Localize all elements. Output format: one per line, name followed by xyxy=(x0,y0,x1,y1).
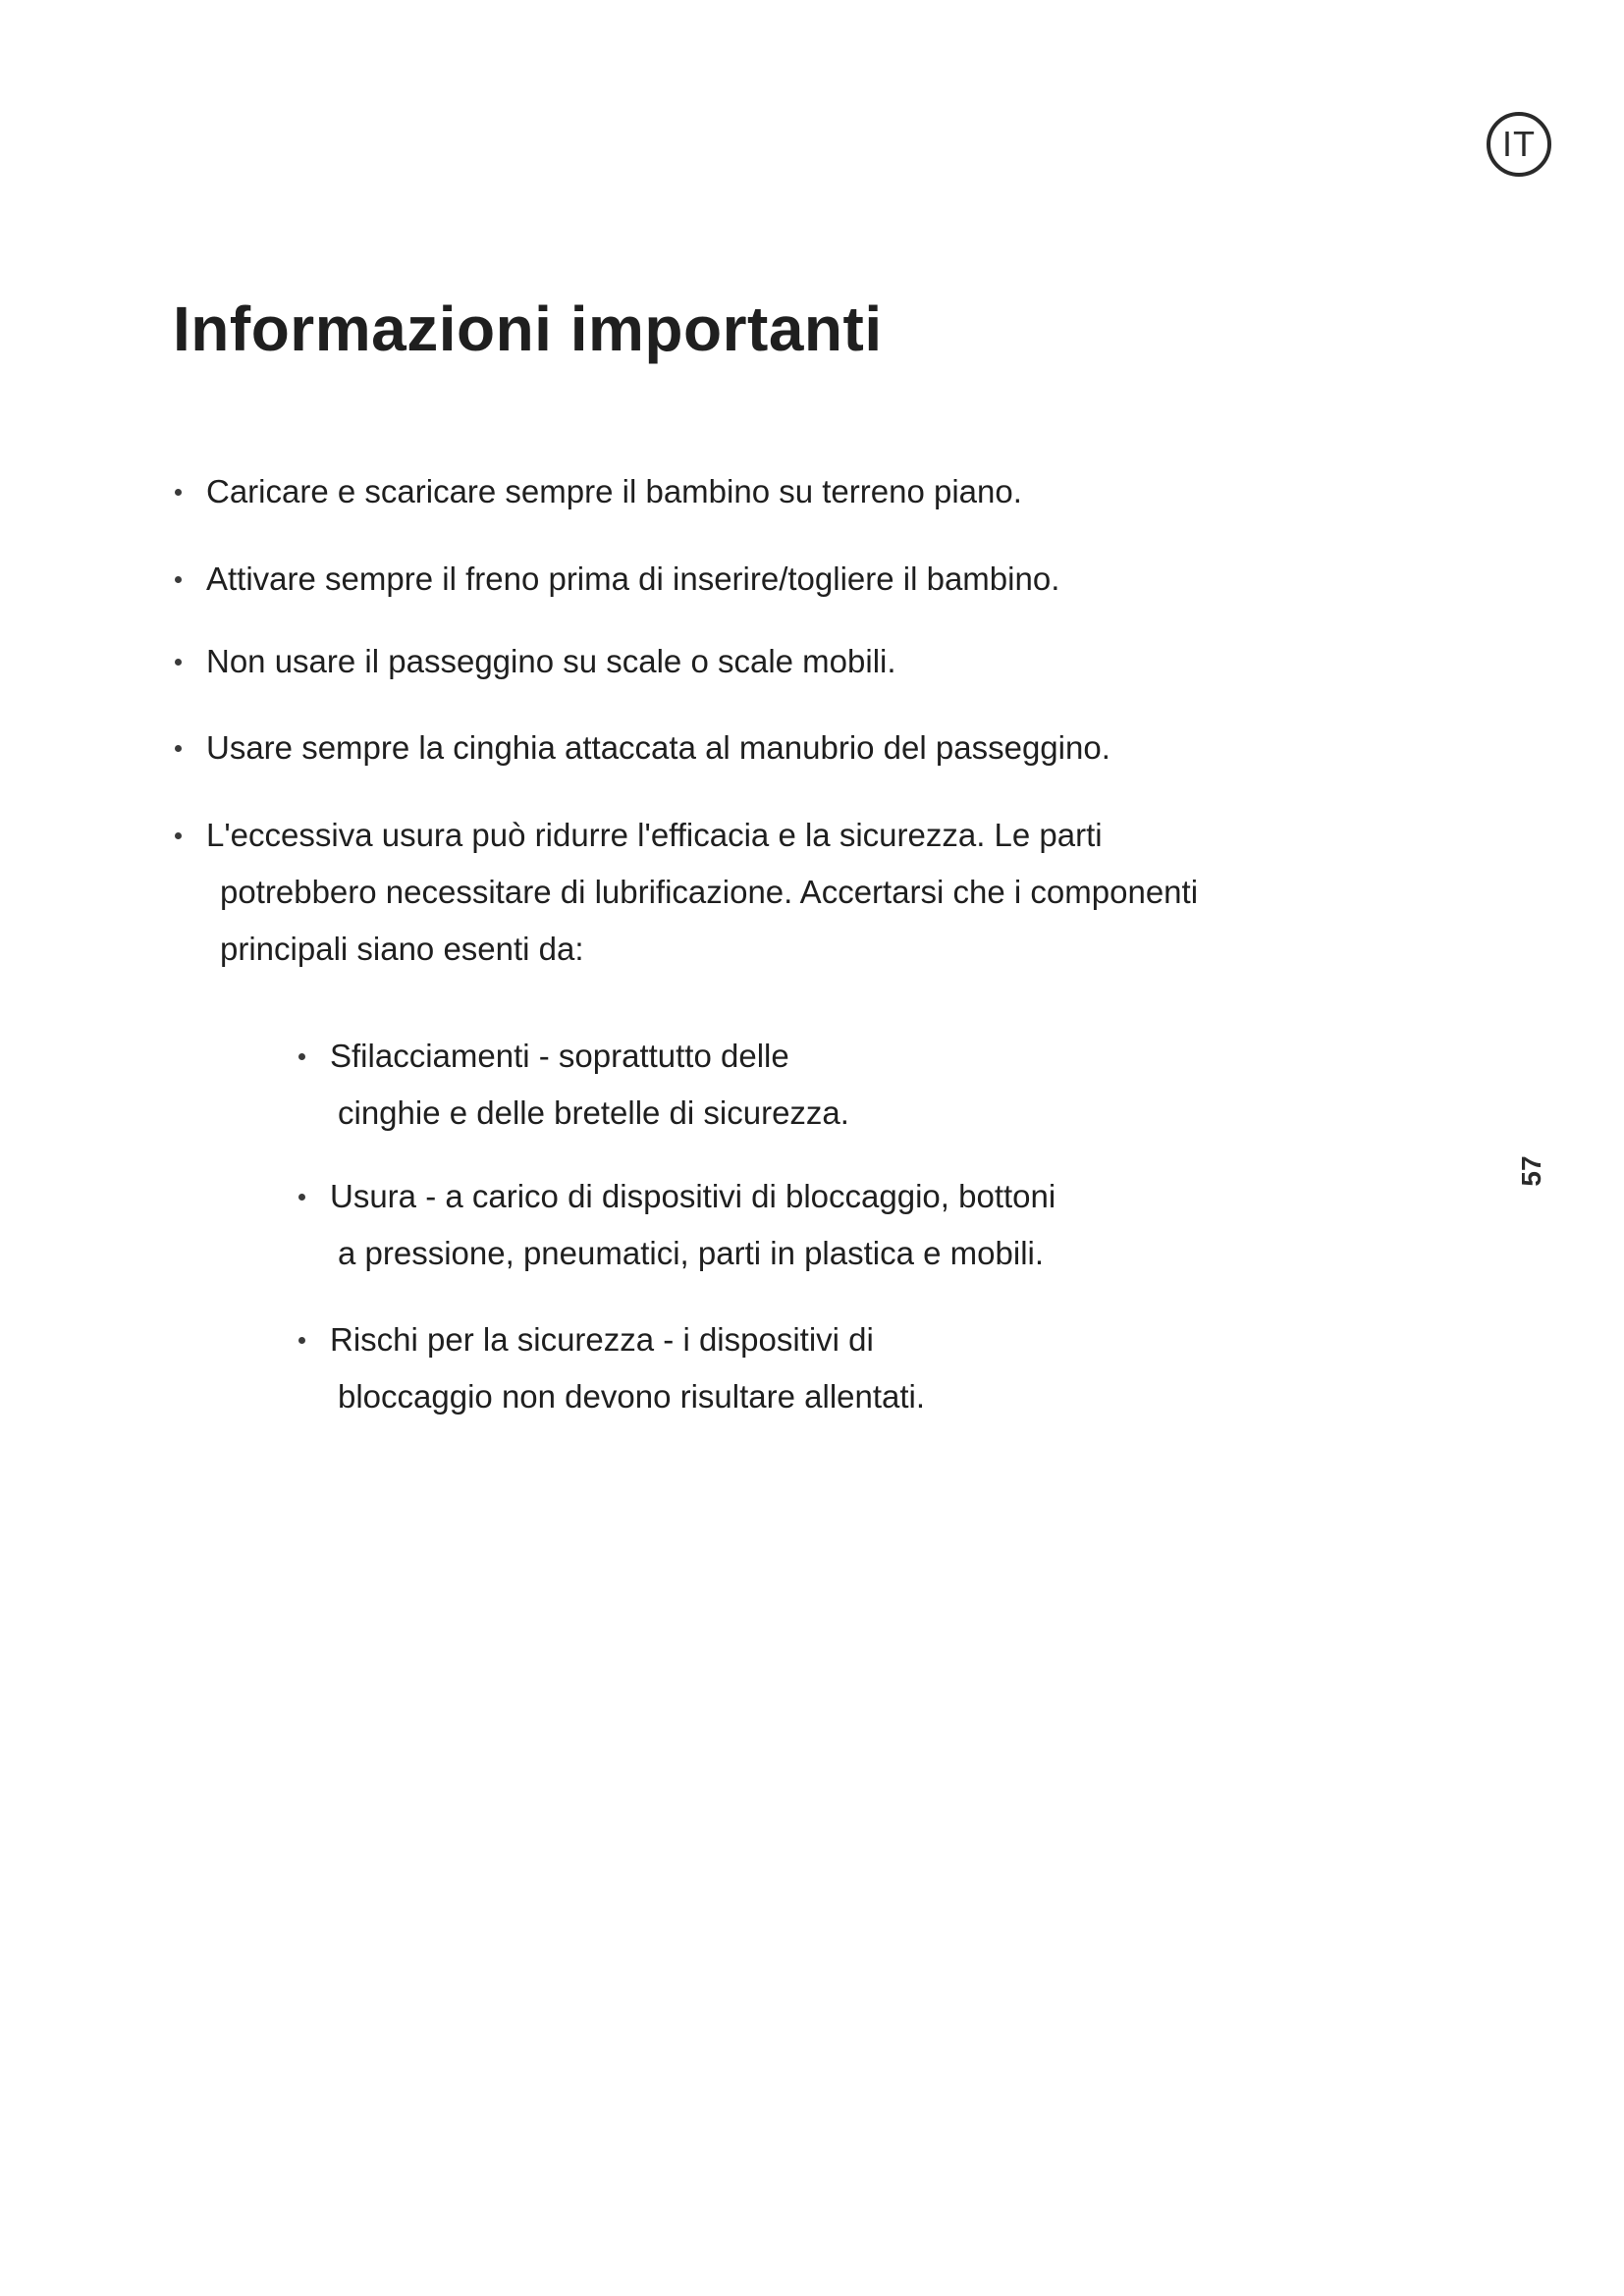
bullet-dot-icon xyxy=(175,659,182,666)
bullet-dot-icon xyxy=(175,576,182,583)
list-item-text: Attivare sempre il freno prima di inserire/togliere il bambino. xyxy=(206,561,1060,597)
page-number: 57 xyxy=(1516,1155,1546,1187)
list-item-text: Usura - a carico di dispositivi di bloccaggio, bottoni xyxy=(330,1178,1056,1214)
sub-list-item xyxy=(330,1028,849,1142)
bullet-dot-icon xyxy=(298,1337,305,1344)
list-item-text: bloccaggio non devono risultare allentati. xyxy=(338,1378,926,1415)
list-item-text: cinghie e delle bretelle di sicurezza. xyxy=(338,1095,849,1131)
bullet-dot-icon xyxy=(175,489,182,496)
list-item-text: principali siano esenti da: xyxy=(220,931,584,967)
list-item xyxy=(206,463,1022,520)
list-item-text: Rischi per la sicurezza - i dispositivi di xyxy=(330,1321,874,1358)
list-item xyxy=(206,633,896,690)
bullet-dot-icon xyxy=(298,1053,305,1060)
list-item xyxy=(206,551,1059,608)
sub-list-item xyxy=(330,1311,925,1425)
list-item xyxy=(206,720,1110,776)
page-title: Informazioni importanti xyxy=(173,294,883,364)
bullet-dot-icon xyxy=(175,745,182,752)
list-item-text: a pressione, pneumatici, parti in plastica e mobili. xyxy=(338,1235,1045,1271)
bullet-dot-icon xyxy=(175,832,182,839)
sub-list-item xyxy=(330,1168,1056,1282)
language-badge-label: IT xyxy=(1502,124,1536,164)
list-item xyxy=(206,807,1198,978)
list-item-text: Non usare il passeggino su scale o scale mobili. xyxy=(206,643,896,679)
bullet-dot-icon xyxy=(298,1194,305,1201)
list-item-text: L'eccessiva usura può ridurre l'efficacia e la sicurezza. Le parti xyxy=(206,817,1103,853)
list-item-text: Caricare e scaricare sempre il bambino su terreno piano. xyxy=(206,473,1022,509)
list-item-text: potrebbero necessitare di lubrificazione. Accertarsi che i componenti xyxy=(220,874,1199,910)
list-item-text: Sfilacciamenti - soprattutto delle xyxy=(330,1038,789,1074)
list-item-text: Usare sempre la cinghia attaccata al manubrio del passeggino. xyxy=(206,729,1110,766)
